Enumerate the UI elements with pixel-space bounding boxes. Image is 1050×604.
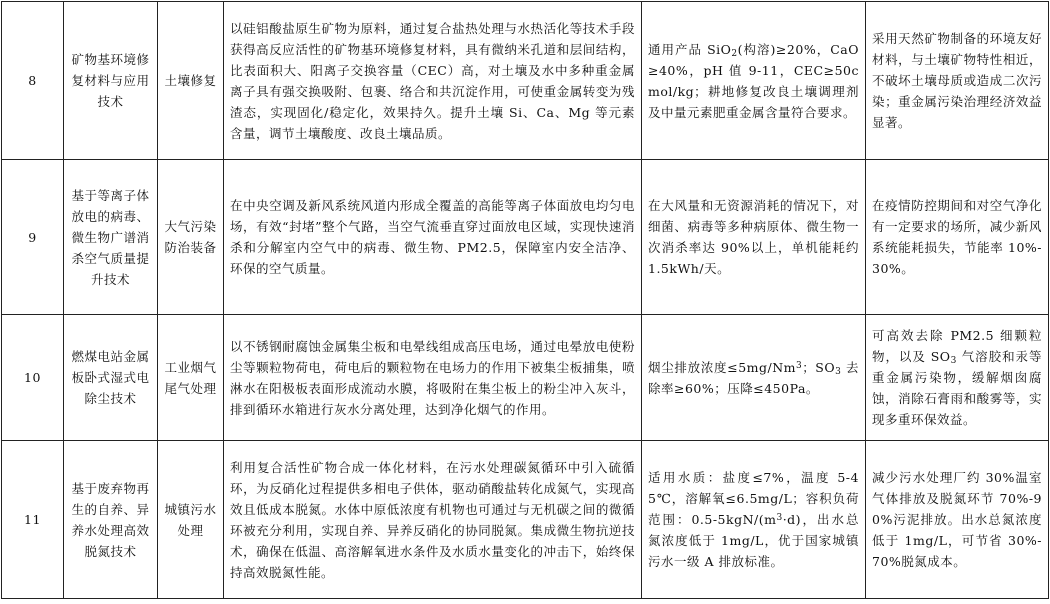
- row-number: 9: [2, 160, 64, 315]
- application-field: 工业烟气尾气处理: [158, 315, 224, 441]
- comprehensive-benefits: 可高效去除 PM2.5 细颗粒物，以及 $SO_3$ 气溶胶和汞等重金属污染物，缓解烟囱腐蚀，消除石膏雨和酸雾等，实现多重环保效益。: [866, 315, 1049, 441]
- row-number: 8: [2, 2, 64, 160]
- technology-name: 燃煤电站金属板卧式湿式电除尘技术: [64, 315, 158, 441]
- table-row: [2, 160, 1049, 315]
- table-row: [2, 2, 1049, 160]
- table-row: [2, 441, 1049, 599]
- technology-name: 基于等离子体放电的病毒、微生物广谱消杀空气质量提升技术: [64, 160, 158, 315]
- technical-indicators: 通用产品 SiO$_2$(构溶)≥20%，CaO≥40%，pH 值 9-11，CEC≥50cmol/kg；耕地修复改良土壤调理剂及中量元素肥重金属含量符合要求。: [642, 2, 866, 160]
- comprehensive-benefits: 减少污水处理厂约 30%温室气体排放及脱氮环节 70%-90%污泥排放。出水总氮浓度低于 1mg/L，可节省 30%-70%脱氮成本。: [866, 441, 1049, 599]
- table-row: [2, 315, 1049, 441]
- application-field: 大气污染防治装备: [158, 160, 224, 315]
- row-number: 11: [2, 441, 64, 599]
- application-field: 土壤修复: [158, 2, 224, 160]
- technology-table: [1, 1, 1049, 599]
- technical-indicators: 烟尘排放浓度$\le 5mg/Nm^3$；$SO_3$ 去除率≥60%；压降≤450Pa。: [642, 315, 866, 441]
- row-number: 10: [2, 315, 64, 441]
- technical-indicators: 在大风量和无资源消耗的情况下，对细菌、病毒等多种病原体、微生物一次消杀率达 90%以上，单机能耗约 1.5kWh/天。: [642, 160, 866, 315]
- application-field: 城镇污水处理: [158, 441, 224, 599]
- technical-indicators: 适用水质：盐度≤7%，温度 5-45℃，溶解氧≤6.5mg/L；容积负荷范围：$0.5-5kgN/(m^3\cdot d)$，出水总氮浓度低于 1mg/L，优于国家城镇污水一级 A 排放标准。: [642, 441, 866, 599]
- technology-description: 在中央空调及新风系统风道内形成全覆盖的高能等离子体面放电均匀电场，有效“封堵”整个气路，当空气流垂直穿过面放电区域，实现快速消杀和分解室内空气中的病毒、微生物、PM2.5，保障室内安全洁净、环保的空气质量。: [224, 160, 642, 315]
- comprehensive-benefits: 在疫情防控期间和对空气净化有一定要求的场所，减少新风系统能耗损失，节能率 10%-30%。: [866, 160, 1049, 315]
- technology-name: 基于废弃物再生的自养、异养水处理高效脱氮技术: [64, 441, 158, 599]
- technology-name: 矿物基环境修复材料与应用技术: [64, 2, 158, 160]
- technology-description: 利用复合活性矿物合成一体化材料，在污水处理碳氮循环中引入硫循环，为反硝化过程提供多相电子供体，驱动硝酸盐转化成氮气，实现高效且低成本脱氮。水体中原低浓度有机物也可通过与无机碳之间的微循环被充分利用，实现自养、异养反硝化的协同脱氮。集成微生物抗逆技术，确保在低温、高溶解氧进水条件及水质水量变化的冲击下，始终保持高效脱氮性能。: [224, 441, 642, 599]
- technology-description: 以硅铝酸盐原生矿物为原料，通过复合盐热处理与水热活化等技术手段获得高反应活性的矿物基环境修复材料，具有微纳米孔道和层间结构，比表面积大、阳离子交换容量（CEC）高，对土壤及水中多种重金属离子具有强交换吸附、包裹、络合和共沉淀作用，可使重金属转变为残渣态，实现固化/稳定化，效果持久。提升土壤 Si、Ca、Mg 等元素含量，调节土壤酸度、改良土壤品质。: [224, 2, 642, 160]
- comprehensive-benefits: 采用天然矿物制备的环境友好材料，与土壤矿物特性相近，不破坏土壤母质或造成二次污染；重金属污染治理经济效益显著。: [866, 2, 1049, 160]
- technology-description: 以不锈钢耐腐蚀金属集尘板和电晕线组成高压电场，通过电晕放电使粉尘等颗粒物荷电，荷电后的颗粒物在电场力的作用下被集尘板捕集，喷淋水在阳极板表面形成流动水膜，将吸附在集尘板上的粉尘冲入灰斗，排到循环水箱进行灰水分离处理，达到净化烟气的作用。: [224, 315, 642, 441]
